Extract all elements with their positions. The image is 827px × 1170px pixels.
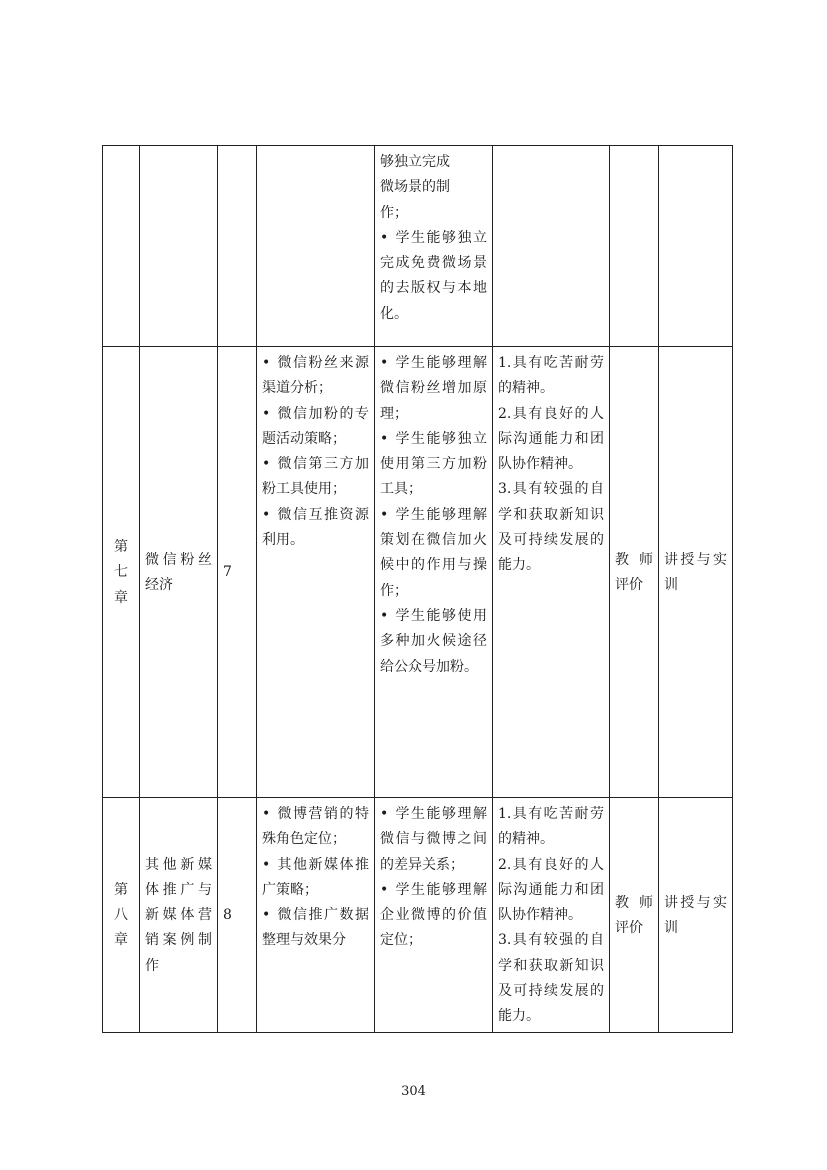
bullet-dot-icon: •: [380, 806, 389, 822]
quality-item: 2.具有良好的人际沟通能力和团队协作精神。: [498, 405, 604, 473]
bullet-dot-icon: •: [262, 907, 271, 924]
quality-cell: [493, 798, 610, 1033]
content-text: 微信第三方加粉工具使用；: [262, 456, 369, 498]
content-cell: [257, 798, 375, 1033]
content-cell: [257, 347, 375, 798]
course-table: [102, 145, 733, 1033]
bullet-dot-icon: •: [262, 355, 271, 371]
objective-text: 学生能够理解微信粉丝增加原理；: [380, 355, 487, 422]
bullet-dot-icon: •: [380, 229, 389, 246]
page-number: 304: [401, 1084, 426, 1099]
bullet-dot-icon: •: [262, 456, 271, 473]
content-item: [262, 802, 369, 853]
objective-line: 够独立完成: [380, 154, 450, 170]
objective-line: 微场景的制: [380, 179, 450, 196]
hours-cell: [218, 146, 257, 347]
objective-text: 学生能够理解企业微博的价值定位；: [380, 881, 487, 949]
bullet-dot-icon: •: [262, 806, 271, 822]
content-item: [262, 853, 369, 904]
chapter-cell: 第八章: [103, 798, 140, 1033]
table-row: [103, 146, 733, 347]
content-text: 微信粉丝来源渠道分析；: [262, 355, 369, 397]
evaluation-cell: 教师评价: [610, 798, 659, 1033]
bullet-dot-icon: •: [380, 506, 389, 523]
content-text: 微信推广数据整理与效果分: [262, 907, 369, 949]
bullet-dot-icon: •: [380, 881, 389, 898]
objective-text: 学生能够理解策划在微信加火候中的作用与操作；: [380, 506, 487, 599]
bullet-dot-icon: •: [262, 506, 271, 523]
chapter-title-cell: 微信粉丝经济: [140, 347, 218, 798]
content-text: 微博营销的特殊角色定位；: [262, 806, 369, 848]
bullet-dot-icon: •: [262, 856, 271, 873]
objective-item: [380, 878, 487, 954]
chapter-cell: [103, 146, 140, 347]
bullet-dot-icon: •: [262, 405, 271, 422]
bullet-dot-icon: •: [380, 430, 389, 447]
content-item: [262, 503, 369, 554]
method-cell: 讲授与实训: [659, 347, 733, 798]
table-row: [103, 347, 733, 798]
evaluation-cell: 教师评价: [610, 347, 659, 798]
objective-cell: [375, 798, 493, 1033]
bullet-dot-icon: •: [380, 355, 389, 371]
chapter-title-cell: [140, 146, 218, 347]
method-cell: 讲授与实训: [659, 798, 733, 1033]
objective-item: [380, 802, 487, 878]
objective-cell: [375, 347, 493, 798]
content-text: 其他新媒体推广策略；: [262, 856, 369, 898]
hours-cell: 7: [218, 347, 257, 798]
content-item: [262, 903, 369, 954]
content-item: [262, 402, 369, 453]
objective-text: 学生能够独立使用第三方加粉工具；: [380, 430, 487, 498]
content-item: [262, 452, 369, 503]
objective-text: 学生能够独立完成免费微场景的去版权与本地化。: [380, 229, 487, 322]
objective-item: [380, 604, 487, 680]
objective-text: 学生能够使用多种加火候途径给公众号加粉。: [380, 607, 487, 675]
quality-item: 1.具有吃苦耐劳的精神。: [498, 355, 604, 397]
content-text: 微信加粉的专题活动策略；: [262, 405, 369, 447]
bullet-dot-icon: •: [380, 607, 389, 624]
objective-cell: [375, 146, 493, 347]
quality-item: 3.具有较强的自学和获取新知识及可持续发展的能力。: [498, 932, 604, 1025]
quality-cell: [493, 146, 610, 347]
quality-item: 2.具有良好的人际沟通能力和团队协作精神。: [498, 856, 604, 924]
objective-item: [380, 351, 487, 427]
content-item: [262, 351, 369, 402]
table-row: [103, 798, 733, 1033]
chapter-title-cell: 其他新媒体推广与新媒体营销案例制作: [140, 798, 218, 1033]
chapter-cell: 第七章: [103, 347, 140, 798]
objective-item: [380, 427, 487, 503]
objective-text: 学生能够理解微信与微博之间的差异关系；: [380, 806, 487, 873]
quality-item: 3.具有较强的自学和获取新知识及可持续发展的能力。: [498, 481, 604, 574]
objective-item: [380, 503, 487, 604]
content-text: 微信互推资源利用。: [262, 506, 369, 549]
method-cell: [659, 146, 733, 347]
quality-cell: [493, 347, 610, 798]
objective-item: [380, 226, 487, 327]
objective-line: 作；: [380, 204, 408, 221]
content-cell: [257, 146, 375, 347]
quality-item: 1.具有吃苦耐劳的精神。: [498, 806, 604, 848]
evaluation-cell: [610, 146, 659, 347]
hours-cell: 8: [218, 798, 257, 1033]
